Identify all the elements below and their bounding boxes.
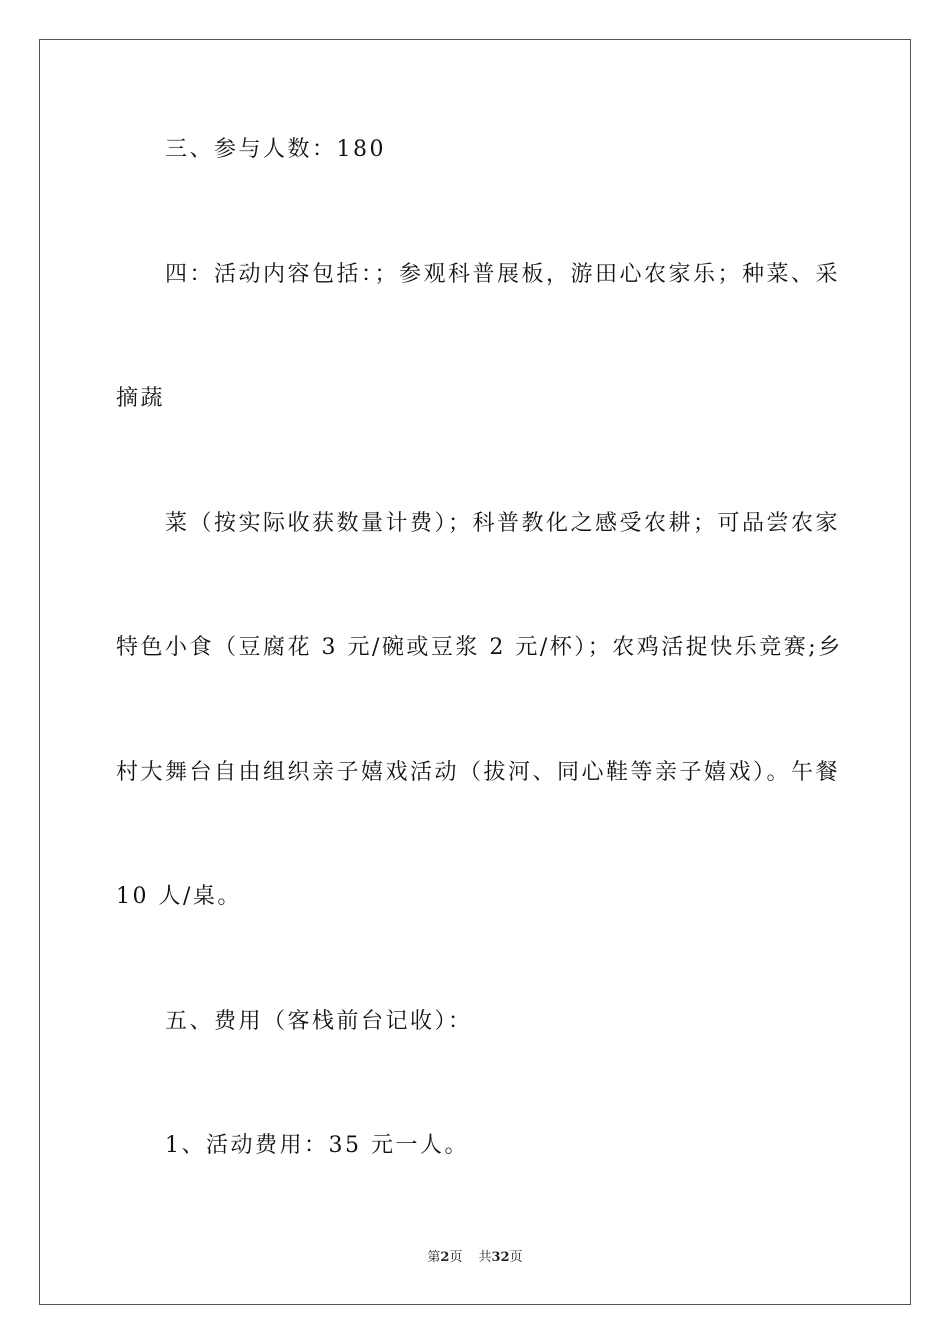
footer-total-pages: 32: [491, 1250, 510, 1265]
footer-total-suffix: 页: [509, 1250, 523, 1265]
page-border: [39, 39, 911, 1305]
activity-content-line-1: 四：活动内容包括：；参观科普展板，游田心农家乐；种菜、采: [165, 262, 841, 287]
activity-content-line-6: 10 人/桌。: [116, 884, 242, 909]
activity-content-line-4: 特色小食（豆腐花 3 元/碗或豆浆 2 元/杯）；农鸡活捉快乐竞赛;乡: [116, 635, 843, 660]
activity-fee-line: 1、活动费用：35 元一人。: [165, 1133, 469, 1158]
footer-page-number: 2: [440, 1250, 450, 1265]
footer-total-prefix: 共: [478, 1250, 492, 1265]
footer-prefix: 第: [427, 1250, 441, 1265]
activity-content-line-5: 村大舞台自由组织亲子嬉戏活动（拔河、同心鞋等亲子嬉戏）。午餐: [116, 760, 841, 785]
page-footer: [0, 1250, 950, 1266]
fees-heading: 五、费用（客栈前台记收）：: [165, 1009, 473, 1034]
footer-page-suffix: 页: [449, 1250, 463, 1265]
participants-line: 三、参与人数：180: [165, 137, 386, 162]
activity-content-line-3: 菜（按实际收获数量计费）；科普教化之感受农耕；可品尝农家: [165, 511, 841, 536]
activity-content-line-2: 摘蔬: [116, 386, 166, 411]
